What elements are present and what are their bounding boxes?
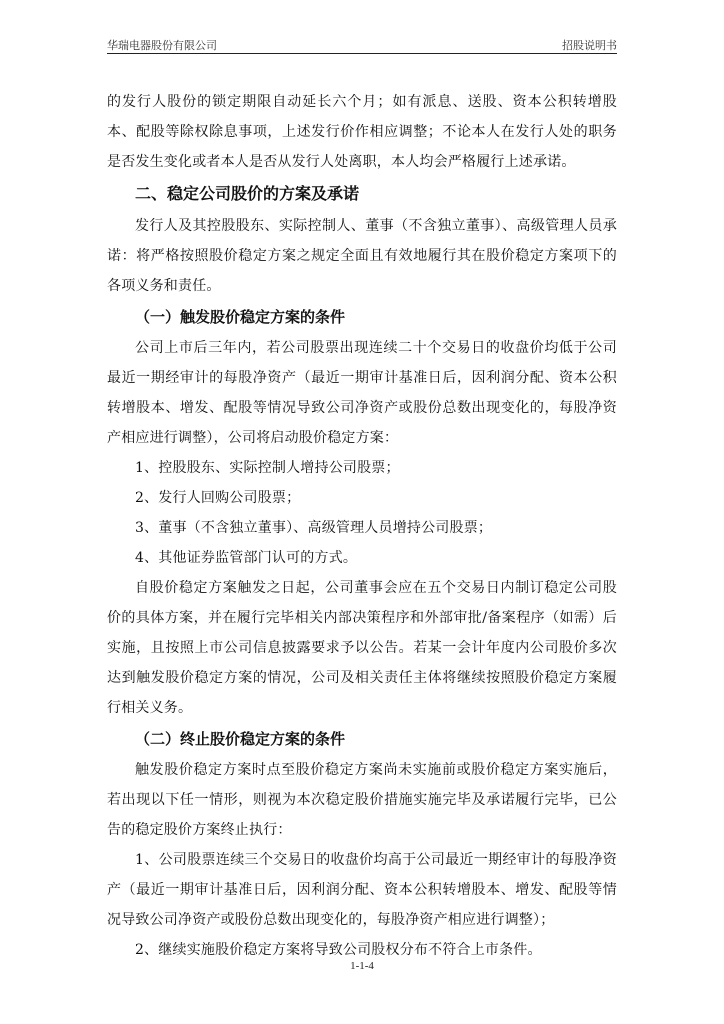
paragraph-lockup-continuation: 的发行人股份的锁定期限自动延长六个月；如有派息、送股、资本公积转增股本、配股等除权除息事项，上述发行价作相应调整；不论本人在发行人处的职务是否发生变化或者本人是否从发行人处离职，本人均会严格履行上述承诺。 xyxy=(107,94,617,170)
page-header xyxy=(107,33,617,54)
header-document-type: 招股说明书 xyxy=(562,39,617,52)
page-number: 1-1-4 xyxy=(350,960,374,972)
paragraph-termination-condition-2: 2、继续实施股价稳定方案将导致公司股权分布不符合上市条件。 xyxy=(135,942,542,958)
subsection-title-trigger: （一）触发股价稳定方案的条件 xyxy=(135,308,346,326)
paragraph-commitment: 发行人及其控股股东、实际控制人、董事（不含独立董事）、高级管理人员承诺：将严格按照股价稳定方案之规定全面且有效地履行其在股价稳定方案项下的各项义务和责任。 xyxy=(107,218,617,294)
list-item: 3、董事（不含独立董事）、高级管理人员增持公司股票； xyxy=(135,520,493,536)
paragraph-trigger-procedure: 自股价稳定方案触发之日起，公司董事会应在五个交易日内制订稳定公司股价的具体方案，并在履行完毕相关内部决策程序和外部审批/备案程序（如需）后实施，且按照上市公司信息披露要求予以公告。若某一会计年度内公司股价多次达到触发股价稳定方案的情况，公司及相关责任主体将继续按照股价稳定方案履行相关义务。 xyxy=(107,580,617,716)
list-item: 4、其他证券监管部门认可的方式。 xyxy=(135,550,358,566)
list-item: 1、控股股东、实际控制人增持公司股票； xyxy=(135,460,400,476)
paragraph-termination-condition-1: 1、公司股票连续三个交易日的收盘价均高于公司最近一期经审计的每股净资产（最近一期审计基准日后，因利润分配、资本公积转增股本、增发、配股等情况导致公司净资产或股份总数出现变化的，每股净资产相应进行调整）； xyxy=(107,852,617,928)
header-company-name: 华瑞电器股份有限公司 xyxy=(107,39,217,52)
paragraph-termination-intro: 触发股价稳定方案时点至股价稳定方案尚未实施前或股价稳定方案实施后，若出现以下任一情形，则视为本次稳定股价措施实施完毕及承诺履行完毕，已公告的稳定股价方案终止执行： xyxy=(107,762,617,838)
section-title-stabilization: 二、稳定公司股价的方案及承诺 xyxy=(135,184,360,203)
paragraph-trigger-condition: 公司上市后三年内，若公司股票出现连续二十个交易日的收盘价均低于公司最近一期经审计的每股净资产（最近一期审计基准日后，因利润分配、资本公积转增股本、增发、配股等情况导致公司净资产或股份总数出现变化的，每股净资产相应进行调整），公司将启动股价稳定方案： xyxy=(107,340,617,446)
subsection-title-termination: （二）终止股价稳定方案的条件 xyxy=(135,730,346,748)
page-content xyxy=(107,87,617,965)
list-item: 2、发行人回购公司股票； xyxy=(135,490,301,506)
